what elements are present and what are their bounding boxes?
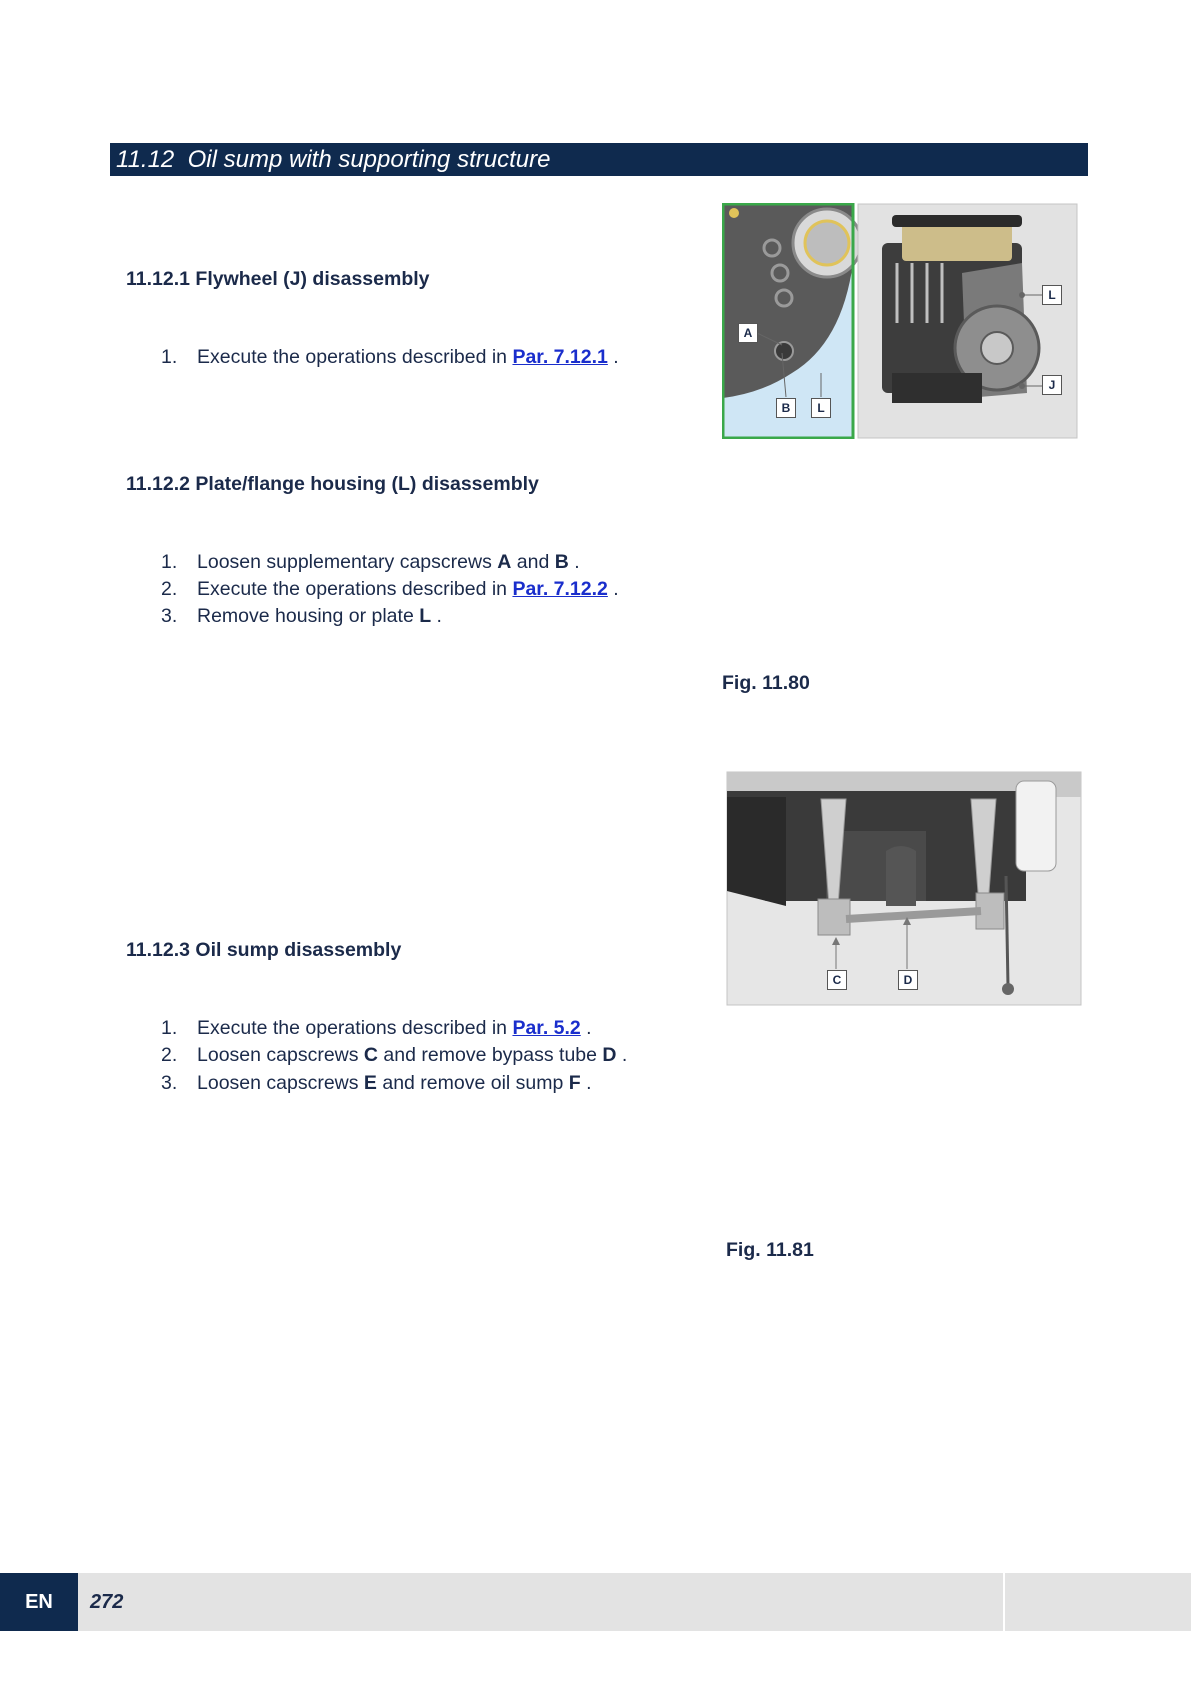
par-link-7-12-1[interactable]: Par. 7.12.1 (512, 346, 608, 368)
callout-b: B (776, 398, 796, 418)
figure-caption-11-81: Fig. 11.81 (726, 1239, 814, 1261)
par-link-5-2[interactable]: Par. 5.2 (512, 1017, 581, 1039)
section-title-bar (110, 143, 1088, 176)
footer-divider (1003, 1573, 1005, 1631)
step-number: 1. (161, 551, 178, 573)
callout-j: J (1042, 375, 1062, 395)
callout-a: A (738, 323, 758, 343)
step-text: Execute the operations described in Par. 5.2 . (197, 1017, 592, 1039)
callout-d: D (898, 970, 918, 990)
footer-bar (0, 1573, 1191, 1631)
step-text: Execute the operations described in Par. 7.12.1 . (197, 346, 619, 368)
step-text: Loosen capscrews C and remove bypass tube D . (197, 1044, 628, 1066)
step-number: 1. (161, 1017, 178, 1039)
step-number: 3. (161, 605, 178, 627)
step-text: Loosen capscrews E and remove oil sump F . (197, 1072, 592, 1094)
step-number: 2. (161, 1044, 178, 1066)
par-link-7-12-2[interactable]: Par. 7.12.2 (512, 578, 608, 600)
step-number: 1. (161, 346, 178, 368)
subsection-heading-plate-housing: 11.12.2 Plate/flange housing (L) disassembly (126, 473, 539, 495)
figure-caption-11-80: Fig. 11.80 (722, 672, 810, 694)
section-number: 11.12 (116, 146, 175, 173)
section-title: Oil sump with supporting structure (187, 146, 551, 173)
subsection-heading-flywheel: 11.12.1 Flywheel (J) disassembly (126, 268, 430, 290)
step-number: 2. (161, 578, 178, 600)
footer-language: EN (0, 1573, 78, 1631)
step-number: 3. (161, 1072, 178, 1094)
callout-l: L (1042, 285, 1062, 305)
step-text: Execute the operations described in Par. 7.12.2 . (197, 578, 619, 600)
subsection-heading-oil-sump: 11.12.3 Oil sump disassembly (126, 939, 402, 961)
page-number: 272 (90, 1591, 124, 1613)
callout-c: C (827, 970, 847, 990)
callout-l-inset: L (811, 398, 831, 418)
step-text: Loosen supplementary capscrews A and B . (197, 551, 580, 573)
step-text: Remove housing or plate L . (197, 605, 442, 627)
